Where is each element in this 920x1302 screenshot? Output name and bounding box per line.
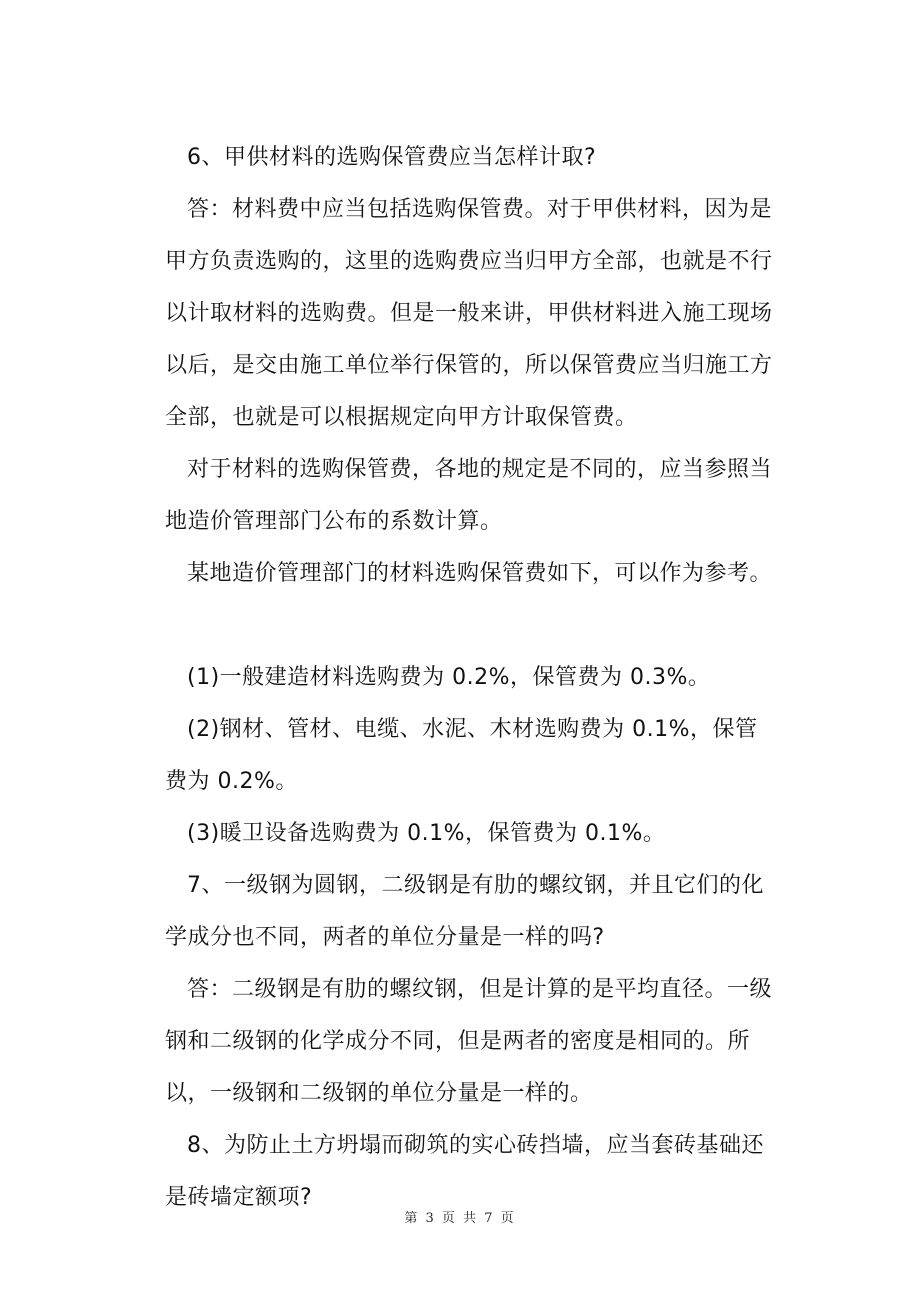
answer-7: 答：二级钢是有肋的螺纹钢，但是计算的是平均直径。一级钢和二级钢的化学成分不同，但是两者的密度是相同的。所以，一级钢和二级钢的单位分量是一样的。 — [165, 977, 773, 1106]
rate-item-3: (3)暖卫设备选购费为 0.1%，保管费为 0.1%。 — [187, 821, 666, 846]
page-number-footer: 第 3 页 共 7 页 — [404, 1211, 516, 1226]
rate-item-2: (2)钢材、管材、电缆、水泥、木材选购费为 0.1%，保管费为 0.2%。 — [165, 717, 758, 794]
rate-item-1: (1)一般建造材料选购费为 0.2%，保管费为 0.3%。 — [187, 665, 711, 690]
question-6: 6、甲供材料的选购保管费应当怎样计取? — [187, 145, 597, 170]
question-8: 8、为防止土方坍塌而砌筑的实心砖挡墙，应当套砖基础还是砖墙定额项? — [165, 1133, 764, 1210]
question-7: 7、一级钢为圆钢，二级钢是有肋的螺纹钢，并且它们的化学成分也不同，两者的单位分量是一样的吗? — [165, 873, 764, 950]
answer-6-note: 对于材料的选购保管费，各地的规定是不同的，应当参照当地造价管理部门公布的系数计算。 — [165, 457, 773, 534]
document-body — [165, 132, 777, 1224]
paragraph-gap — [165, 600, 777, 652]
answer-6: 答：材料费中应当包括选购保管费。对于甲供材料，因为是甲方负责选购的，这里的选购费应当归甲方全部，也就是不行以计取材料的选购费。但是一般来讲，甲供材料进入施工现场以后，是交由施工单位举行保管的，所以保管费应当归施工方全部，也就是可以根据规定向甲方计取保管费。 — [165, 197, 773, 430]
reference-intro: 某地造价管理部门的材料选购保管费如下，可以作为参考。 — [187, 561, 773, 586]
